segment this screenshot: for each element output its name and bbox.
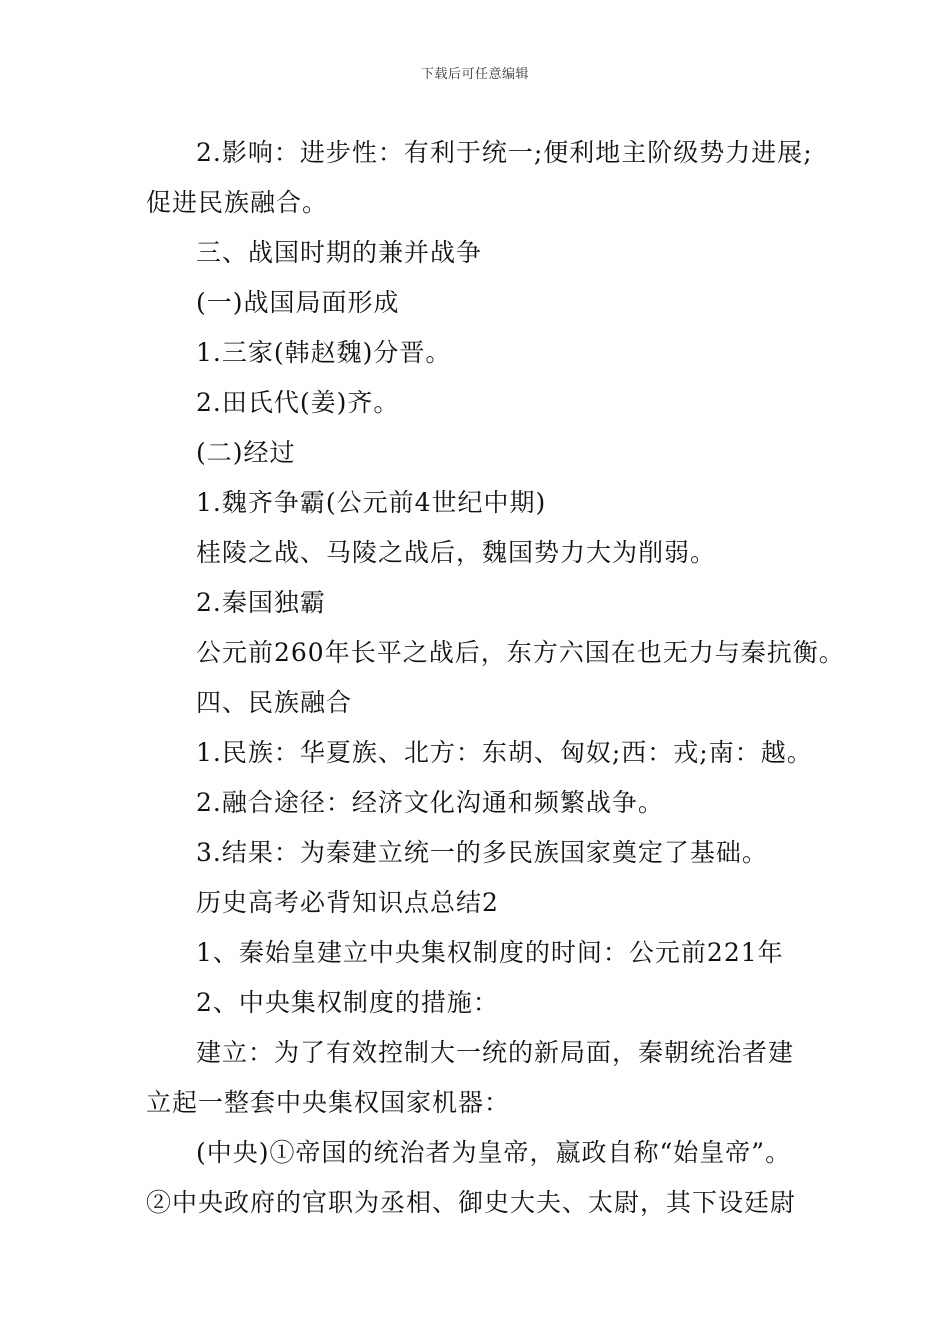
subsection-heading: (二)经过 bbox=[196, 438, 296, 467]
list-item: 1.魏齐争霸(公元前4世纪中期) bbox=[196, 488, 547, 517]
paragraph-line: 公元前260年长平之战后，东方六国在也无力与秦抗衡。 bbox=[196, 638, 845, 667]
list-item: 1.民族：华夏族、北方：东胡、匈奴;西：戎;南：越。 bbox=[196, 738, 813, 767]
paragraph-line: 桂陵之战、马陵之战后，魏国势力大为削弱。 bbox=[196, 538, 717, 567]
page-header: 下载后可任意编辑 bbox=[420, 67, 529, 82]
paragraph-line: ②中央政府的官职为丞相、御史大夫、太尉，其下设廷尉 bbox=[146, 1188, 797, 1217]
list-item: 1.三家(韩赵魏)分晋。 bbox=[196, 338, 452, 367]
list-item: 2.田氏代(姜)齐。 bbox=[196, 388, 400, 417]
list-item: 2、中央集权制度的措施： bbox=[196, 988, 499, 1017]
list-item: 1、秦始皇建立中央集权制度的时间：公元前221年 bbox=[196, 938, 784, 967]
paragraph-line: 促进民族融合。 bbox=[146, 188, 329, 217]
section-heading: 三、战国时期的兼并战争 bbox=[196, 238, 483, 267]
paragraph-line: (中央)①帝国的统治者为皇帝，嬴政自称“始皇帝”。 bbox=[196, 1138, 792, 1167]
list-item: 3.结果：为秦建立统一的多民族国家奠定了基础。 bbox=[196, 838, 768, 867]
paragraph-line: 建立：为了有效控制大一统的新局面，秦朝统治者建 bbox=[196, 1038, 795, 1067]
document-title: 历史高考必背知识点总结2 bbox=[196, 888, 499, 917]
list-item: 2.秦国独霸 bbox=[196, 588, 326, 617]
paragraph-line: 2.影响：进步性：有利于统一;便利地主阶级势力进展; bbox=[196, 138, 813, 167]
subsection-heading: (一)战国局面形成 bbox=[196, 288, 400, 317]
list-item: 2.融合途径：经济文化沟通和频繁战争。 bbox=[196, 788, 664, 817]
section-heading: 四、民族融合 bbox=[196, 688, 353, 717]
document-body bbox=[146, 128, 845, 1228]
paragraph-line: 立起一整套中央集权国家机器： bbox=[146, 1088, 511, 1117]
